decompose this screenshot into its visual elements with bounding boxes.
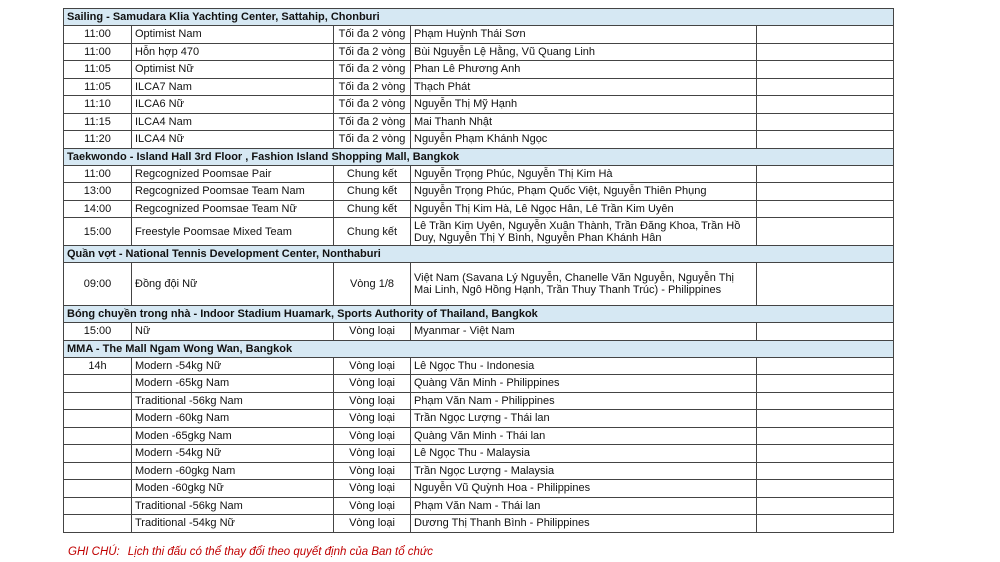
athletes-cell: Trần Ngọc Lượng - Thái lan	[411, 410, 757, 428]
athletes-cell: Việt Nam (Savana Lý Nguyễn, Chanelle Văn Nguyễn, Nguyễn Thị Mai Linh, Ngô Hồng Hạnh, Trần Thuy Thanh Trúc) - Philippines	[411, 263, 757, 306]
schedule-row	[64, 43, 894, 61]
section-title: Quần vợt - National Tennis Development Center, Nonthaburi	[64, 246, 894, 263]
event-cell: Modern -60gkg Nam	[132, 462, 334, 480]
time-cell	[64, 445, 132, 463]
athletes-cell: Lê Trần Kim Uyên, Nguyễn Xuân Thành, Trần Đăng Khoa, Trần Hồ Duy, Nguyễn Thị Y Bình, Nguyễn Phan Khánh Hân	[411, 218, 757, 246]
schedule-row	[64, 462, 894, 480]
empty-cell	[757, 183, 894, 201]
time-cell: 09:00	[64, 263, 132, 306]
round-cell: Tối đa 2 vòng	[334, 78, 411, 96]
schedule-table-container	[63, 8, 893, 533]
athletes-cell: Phạm Văn Nam - Philippines	[411, 392, 757, 410]
time-cell: 11:10	[64, 96, 132, 114]
event-cell: Traditional -56kg Nam	[132, 497, 334, 515]
athletes-cell: Thạch Phát	[411, 78, 757, 96]
athletes-cell: Nguyễn Trọng Phúc, Phạm Quốc Việt, Nguyễn Thiên Phụng	[411, 183, 757, 201]
event-cell: Freestyle Poomsae Mixed Team	[132, 218, 334, 246]
section-title: Taekwondo - Island Hall 3rd Floor , Fashion Island Shopping Mall, Bangkok	[64, 148, 894, 165]
empty-cell	[757, 497, 894, 515]
section-header	[64, 246, 894, 263]
round-cell: Chung kết	[334, 165, 411, 183]
time-cell	[64, 410, 132, 428]
time-cell: 11:05	[64, 78, 132, 96]
round-cell: Vòng loại	[334, 462, 411, 480]
time-cell: 14h	[64, 357, 132, 375]
round-cell: Vòng loại	[334, 427, 411, 445]
empty-cell	[757, 392, 894, 410]
athletes-cell: Bùi Nguyễn Lệ Hằng, Vũ Quang Linh	[411, 43, 757, 61]
empty-cell	[757, 462, 894, 480]
empty-cell	[757, 96, 894, 114]
round-cell: Vòng loại	[334, 497, 411, 515]
schedule-note	[68, 546, 433, 558]
schedule-row	[64, 183, 894, 201]
empty-cell	[757, 375, 894, 393]
section-header	[64, 340, 894, 357]
event-cell: ILCA7 Nam	[132, 78, 334, 96]
round-cell: Tối đa 2 vòng	[334, 96, 411, 114]
empty-cell	[757, 200, 894, 218]
athletes-cell: Lê Ngọc Thu - Malaysia	[411, 445, 757, 463]
note-text: Lịch thi đấu có thể thay đổi theo quyết định của Ban tổ chức	[127, 546, 433, 558]
time-cell	[64, 462, 132, 480]
round-cell: Vòng loại	[334, 445, 411, 463]
round-cell: Tối đa 2 vòng	[334, 131, 411, 149]
schedule-row	[64, 61, 894, 79]
athletes-cell: Quàng Văn Minh - Philippines	[411, 375, 757, 393]
round-cell: Tối đa 2 vòng	[334, 61, 411, 79]
schedule-row	[64, 323, 894, 341]
schedule-row	[64, 392, 894, 410]
round-cell: Chung kết	[334, 200, 411, 218]
section-title: MMA - The Mall Ngam Wong Wan, Bangkok	[64, 340, 894, 357]
event-cell: ILCA4 Nữ	[132, 131, 334, 149]
empty-cell	[757, 113, 894, 131]
time-cell: 14:00	[64, 200, 132, 218]
round-cell: Vòng loại	[334, 375, 411, 393]
time-cell: 11:20	[64, 131, 132, 149]
round-cell: Vòng loại	[334, 392, 411, 410]
round-cell: Chung kết	[334, 218, 411, 246]
event-cell: Optimist Nữ	[132, 61, 334, 79]
event-cell: ILCA6 Nữ	[132, 96, 334, 114]
empty-cell	[757, 78, 894, 96]
schedule-row	[64, 480, 894, 498]
round-cell: Vòng loại	[334, 410, 411, 428]
athletes-cell: Nguyễn Thị Kim Hà, Lê Ngọc Hân, Lê Trần Kim Uyên	[411, 200, 757, 218]
event-cell: Nữ	[132, 323, 334, 341]
round-cell: Vòng loại	[334, 480, 411, 498]
schedule-row	[64, 218, 894, 246]
event-cell: Đồng đội Nữ	[132, 263, 334, 306]
schedule-row	[64, 263, 894, 306]
event-cell: Modern -54kg Nữ	[132, 357, 334, 375]
round-cell: Vòng loại	[334, 515, 411, 533]
empty-cell	[757, 43, 894, 61]
event-cell: ILCA4 Nam	[132, 113, 334, 131]
empty-cell	[757, 445, 894, 463]
time-cell: 13:00	[64, 183, 132, 201]
time-cell	[64, 392, 132, 410]
time-cell	[64, 375, 132, 393]
event-cell: Regcognized Poomsae Pair	[132, 165, 334, 183]
section-title: Sailing - Samudara Klia Yachting Center, Sattahip, Chonburi	[64, 9, 894, 26]
event-cell: Moden -60gkg Nữ	[132, 480, 334, 498]
schedule-row	[64, 78, 894, 96]
empty-cell	[757, 357, 894, 375]
round-cell: Vòng 1/8	[334, 263, 411, 306]
time-cell	[64, 427, 132, 445]
schedule-row	[64, 445, 894, 463]
athletes-cell: Nguyễn Trọng Phúc, Nguyễn Thị Kim Hà	[411, 165, 757, 183]
athletes-cell: Trần Ngọc Lượng - Malaysia	[411, 462, 757, 480]
athletes-cell: Phạm Huỳnh Thái Sơn	[411, 26, 757, 44]
schedule-row	[64, 357, 894, 375]
section-header	[64, 148, 894, 165]
time-cell: 11:00	[64, 43, 132, 61]
schedule-row	[64, 165, 894, 183]
empty-cell	[757, 410, 894, 428]
event-cell: Traditional -56kg Nam	[132, 392, 334, 410]
empty-cell	[757, 515, 894, 533]
note-label: GHI CHÚ:	[68, 546, 120, 558]
time-cell: 15:00	[64, 323, 132, 341]
section-title: Bóng chuyền trong nhà - Indoor Stadium Huamark, Sports Authority of Thailand, Bangkok	[64, 306, 894, 323]
athletes-cell: Phan Lê Phương Anh	[411, 61, 757, 79]
event-cell: Moden -65gkg Nam	[132, 427, 334, 445]
schedule-table	[63, 8, 894, 533]
schedule-row	[64, 515, 894, 533]
empty-cell	[757, 480, 894, 498]
event-cell: Hỗn hợp 470	[132, 43, 334, 61]
event-cell: Regcognized Poomsae Team Nam	[132, 183, 334, 201]
schedule-body	[64, 9, 894, 533]
athletes-cell: Mai Thanh Nhật	[411, 113, 757, 131]
schedule-row	[64, 113, 894, 131]
time-cell	[64, 515, 132, 533]
round-cell: Tối đa 2 vòng	[334, 26, 411, 44]
round-cell: Vòng loại	[334, 323, 411, 341]
athletes-cell: Dương Thị Thanh Bình - Philippines	[411, 515, 757, 533]
section-header	[64, 9, 894, 26]
event-cell: Modern -60kg Nam	[132, 410, 334, 428]
time-cell: 11:00	[64, 26, 132, 44]
schedule-row	[64, 410, 894, 428]
schedule-row	[64, 26, 894, 44]
time-cell: 11:15	[64, 113, 132, 131]
time-cell: 11:05	[64, 61, 132, 79]
section-header	[64, 306, 894, 323]
empty-cell	[757, 61, 894, 79]
schedule-row	[64, 96, 894, 114]
empty-cell	[757, 218, 894, 246]
empty-cell	[757, 427, 894, 445]
event-cell: Optimist Nam	[132, 26, 334, 44]
athletes-cell: Nguyễn Vũ Quỳnh Hoa - Philippines	[411, 480, 757, 498]
athletes-cell: Quàng Văn Minh - Thái lan	[411, 427, 757, 445]
athletes-cell: Phạm Văn Nam - Thái lan	[411, 497, 757, 515]
event-cell: Regcognized Poomsae Team Nữ	[132, 200, 334, 218]
event-cell: Traditional -54kg Nữ	[132, 515, 334, 533]
round-cell: Tối đa 2 vòng	[334, 43, 411, 61]
empty-cell	[757, 263, 894, 306]
time-cell	[64, 480, 132, 498]
schedule-row	[64, 200, 894, 218]
schedule-row	[64, 375, 894, 393]
time-cell: 11:00	[64, 165, 132, 183]
time-cell: 15:00	[64, 218, 132, 246]
schedule-row	[64, 427, 894, 445]
round-cell: Vòng loại	[334, 357, 411, 375]
schedule-row	[64, 131, 894, 149]
empty-cell	[757, 26, 894, 44]
athletes-cell: Lê Ngọc Thu - Indonesia	[411, 357, 757, 375]
time-cell	[64, 497, 132, 515]
event-cell: Modern -65kg Nam	[132, 375, 334, 393]
athletes-cell: Myanmar - Việt Nam	[411, 323, 757, 341]
athletes-cell: Nguyễn Thị Mỹ Hạnh	[411, 96, 757, 114]
athletes-cell: Nguyễn Phạm Khánh Ngọc	[411, 131, 757, 149]
empty-cell	[757, 165, 894, 183]
event-cell: Modern -54kg Nữ	[132, 445, 334, 463]
empty-cell	[757, 131, 894, 149]
empty-cell	[757, 323, 894, 341]
schedule-row	[64, 497, 894, 515]
round-cell: Tối đa 2 vòng	[334, 113, 411, 131]
round-cell: Chung kết	[334, 183, 411, 201]
